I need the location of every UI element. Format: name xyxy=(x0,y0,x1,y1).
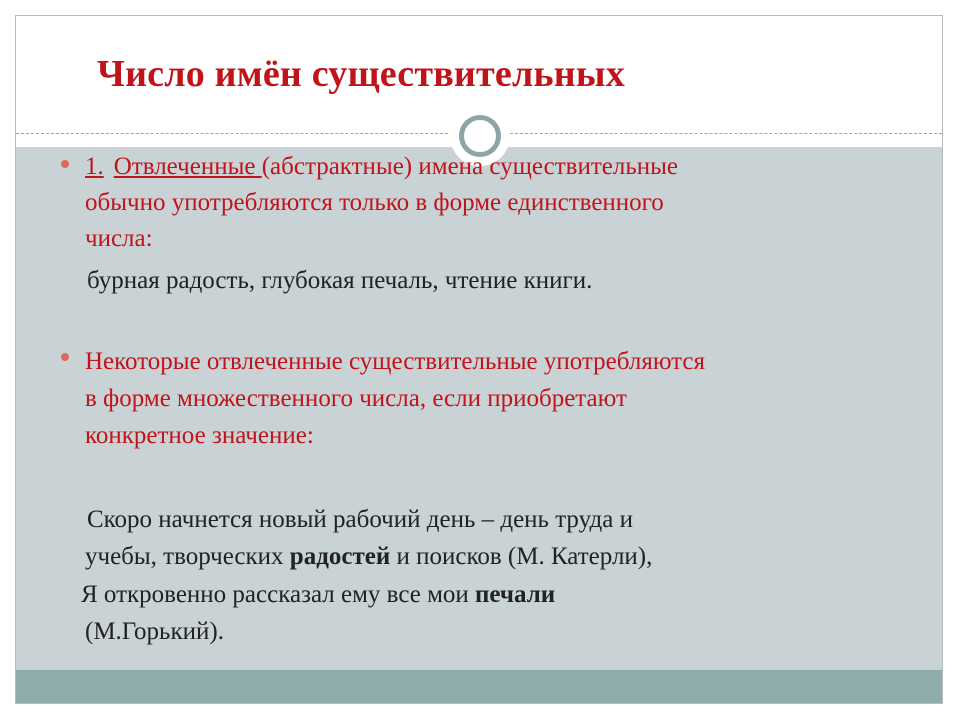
example2-line1: Скоро начнется новый рабочий день – день труда и xyxy=(87,506,633,533)
bullet1-line2: обычно употребляются только в форме единственного xyxy=(85,189,664,216)
example3-line2: (М.Горький). xyxy=(85,618,224,645)
bullet-icon xyxy=(61,353,69,361)
bullet1-line1 xyxy=(85,150,678,184)
bullet2-line1: Некоторые отвлеченные существительные употребляются xyxy=(85,348,706,375)
bullet-icon xyxy=(61,160,69,168)
example2-before: учебы, творческих xyxy=(85,543,290,570)
footer-band xyxy=(16,670,942,703)
bullet2-line2: в форме множественного числа, если приобретают xyxy=(85,385,627,412)
bullet1-rest: (абстрактные) имена существительные xyxy=(261,153,679,180)
bullet1-number: 1. xyxy=(85,153,104,180)
bullet1-underlined: Отвлеченные xyxy=(113,153,262,180)
example2-line2 xyxy=(85,540,652,574)
slide-title: Число имён существительных xyxy=(97,53,625,95)
example1: бурная радость, глубокая печаль, чтение книги. xyxy=(87,267,593,294)
bullet2-line3: конкретное значение: xyxy=(85,422,314,449)
example3-bold-word: печали xyxy=(475,581,556,608)
example3-line1 xyxy=(81,578,555,612)
example2-after: и поисков (М. Катерли), xyxy=(390,543,653,570)
example2-bold-word: радостей xyxy=(289,543,391,570)
example3-before: Я откровенно рассказал ему все мои xyxy=(81,581,476,608)
bullet1-line3: числа: xyxy=(85,225,153,252)
